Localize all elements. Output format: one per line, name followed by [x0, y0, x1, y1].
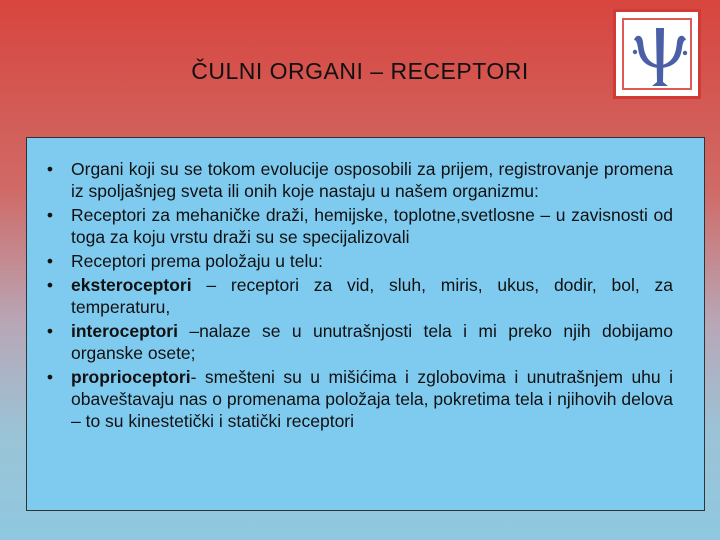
bullet-marker: • [46, 321, 54, 341]
slide-title: ČULNI ORGANI – RECEPTORI [191, 58, 529, 84]
bullet-text: Organi koji su se tokom evolucije osposobili za prijem, registrovanje promena iz spoljašnjeg sveta ili onih koje nastaju u našem organizmu: [71, 159, 673, 201]
logo [613, 9, 701, 99]
bullet-item [41, 366, 673, 432]
logo-inner-frame [622, 18, 692, 90]
bullet-text: – receptori za vid, sluh, miris, ukus, dodir, bol, za temperaturu, [71, 275, 673, 317]
bullet-list [41, 158, 673, 434]
bullet-text: Receptori za mehaničke draži, hemijske, toplotne,svetlosne – u zavisnosti od toga za koju vrstu draži su se specijalizovali [71, 205, 673, 247]
bullet-term: eksteroceptori [71, 275, 192, 295]
bullet-item [41, 320, 673, 364]
bullet-text: –nalaze se u unutrašnjosti tela i mi preko njih dobijamo organske osete; [71, 321, 673, 363]
bullet-item [41, 250, 673, 272]
bullet-item [41, 204, 673, 248]
bullet-term: interoceptori [71, 321, 178, 341]
bullet-marker: • [46, 251, 54, 271]
bullet-item [41, 274, 673, 318]
bullet-marker: • [46, 205, 54, 225]
bullet-text: - smešteni su u mišićima i zglobovima i unutrašnjem uhu i obaveštavaju nas o promenama položaja tela, pokretima tela i njihovih delova – to su kinestetički i statički receptori [71, 367, 673, 431]
bullet-text: Receptori prema položaju u telu: [71, 251, 323, 271]
psi-symbol-icon [624, 20, 696, 94]
bullet-marker: • [46, 275, 54, 295]
title-band [0, 0, 720, 128]
bullet-term: proprioceptori [71, 367, 191, 387]
content-box [26, 137, 705, 511]
bullet-marker: • [46, 159, 54, 179]
bullet-item [41, 158, 673, 202]
bullet-marker: • [46, 367, 54, 387]
